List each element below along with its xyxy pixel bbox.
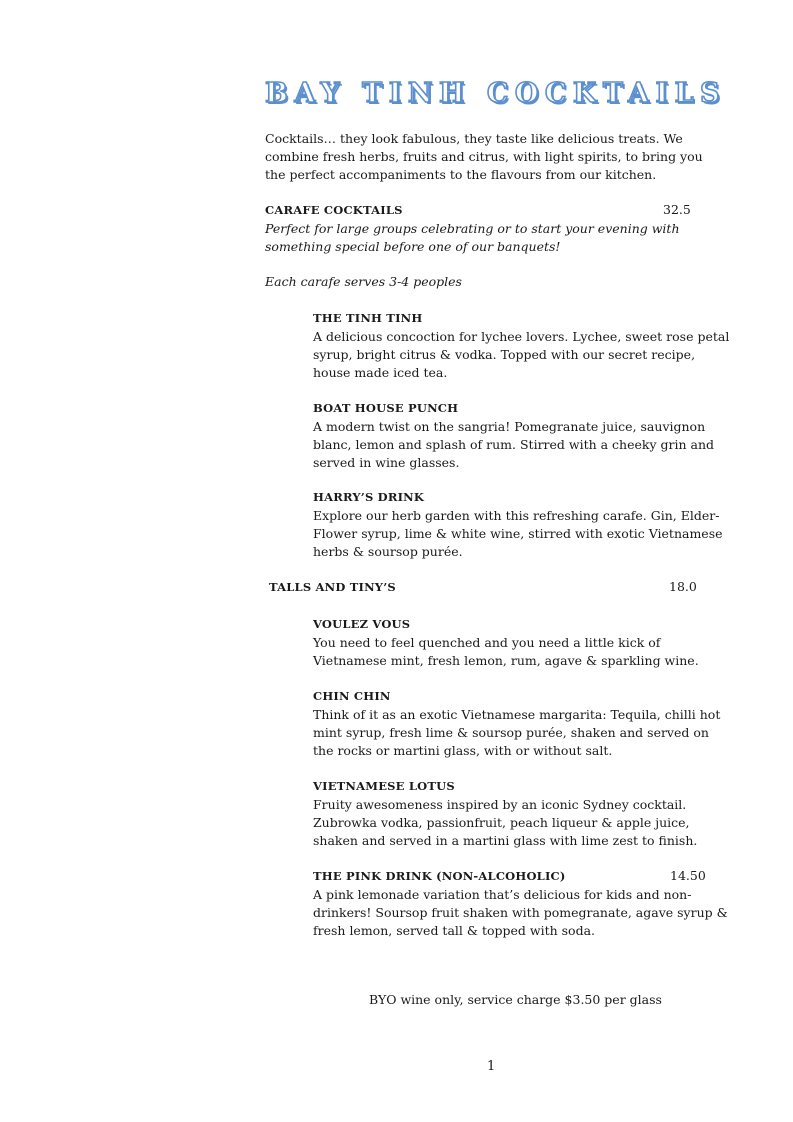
page-title: BAY TINH COCKTAILS [265,78,727,109]
item-name: CHIN CHIN [313,689,391,703]
item-name: VIETNAMESE LOTUS [313,779,455,793]
carafe-tagline: Perfect for large groups celebrating or to start your evening with something special before one of our banquets! [265,221,680,254]
item-price: 14.50 [670,868,706,883]
item-name: THE PINK DRINK (NON-ALCOHOLIC) [313,869,566,883]
section-price-talls: 18.0 [669,579,697,594]
item-description: A pink lemonade variation that’s delicious for kids and non-drinkers! Soursop fruit shaken with pomegranate, agave syrup & fresh lemon, served tall & topped with soda. [313,887,728,938]
page-number: 1 [487,1059,496,1074]
item-description: A modern twist on the sangria! Pomegranate juice, sauvignon blanc, lemon and splash of rum. Stirred with a cheeky grin and served in wine glasses. [313,419,715,470]
section-heading-carafe: CARAFE COCKTAILS [265,203,403,217]
item-description: Fruity awesomeness inspired by an iconic Sydney cocktail. Zubrowka vodka, passionfruit, peach liqueur & apple juice, shaken and served in a martini glass with lime zest to finish. [313,797,698,848]
item-description: You need to feel quenched and you need a little kick of Vietnamese mint, fresh lemon, rum, agave & sparkling wine. [313,635,699,668]
section-heading-talls: TALLS AND TINY’S [269,580,396,594]
item-description: Explore our herb garden with this refreshing carafe. Gin, Elder-Flower syrup, lime & white wine, stirred with exotic Vietnamese herbs & soursop purée. [313,508,723,559]
item-name: BOAT HOUSE PUNCH [313,401,459,415]
item-description: A delicious concoction for lychee lovers. Lychee, sweet rose petal syrup, bright citrus & vodka. Topped with our secret recipe, house made iced tea. [313,329,730,380]
carafe-serves-note: Each carafe serves 3-4 peoples [265,274,462,289]
item-name: THE TINH TINH [313,311,423,325]
byo-footer-note: BYO wine only, service charge $3.50 per glass [369,992,662,1007]
item-description: Think of it as an exotic Vietnamese margarita: Tequila, chilli hot mint syrup, fresh lime & soursop purée, shaken and served on the rocks or martini glass, with or without salt. [313,707,721,758]
section-price-carafe: 32.5 [663,202,691,217]
item-name: VOULEZ VOUS [313,617,411,631]
item-name: HARRY’S DRINK [313,490,425,504]
intro-text: Cocktails… they look fabulous, they taste like delicious treats. We combine fresh herbs, fruits and citrus, with light spirits, to bring you the perfect accompaniments to the flavours from our kitchen. [265,131,703,182]
